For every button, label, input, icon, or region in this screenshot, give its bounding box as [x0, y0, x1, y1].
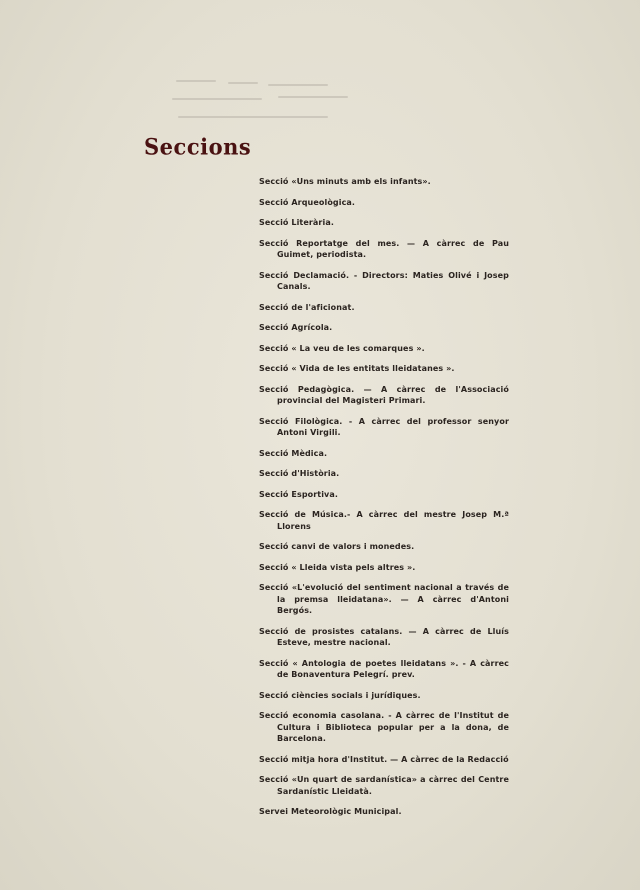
section-list [259, 176, 509, 827]
list-item: Secció Esportiva. [259, 489, 339, 499]
list-item: Secció « Lleida vista pels altres ». [259, 562, 416, 572]
list-item: Secció « La veu de les comarques ». [259, 343, 425, 353]
list-item: Secció canvi de valors i monedes. [259, 542, 415, 551]
list-item: Secció de l'aficionat. [259, 302, 355, 312]
list-item: Secció de Música.- A càrrec del mestre Josep M.ª Llorens [259, 510, 509, 531]
list-item: Secció mitja hora d'Institut. — A càrrec de la Redacció [259, 754, 509, 764]
list-item: Secció «Un quart de sardanística» a càrrec del Centre Sardanístic Lleidatà. [259, 775, 509, 796]
list-item: Secció de prosistes catalans. — A càrrec de Lluís Esteve, mestre nacional. [259, 626, 509, 647]
page-title: Seccions [144, 133, 252, 160]
list-item: Secció Declamació. - Directors: Maties Olivé i Josep Canals. [259, 270, 509, 291]
list-item: Secció Pedagògica. — A càrrec de l'Associació provincial del Magisteri Primari. [259, 384, 509, 405]
list-item: Secció « Antologia de poetes lleidatans ». - A càrrec de Bonaventura Pelegrí. prev. [259, 658, 509, 679]
list-item: Secció economia casolana. - A càrrec de l'Institut de Cultura i Biblioteca popular per a la dona, de Barcelona. [259, 711, 509, 743]
list-item: Secció ciències socials i jurídiques. [259, 690, 421, 700]
show-through-text [168, 78, 428, 128]
list-item: Servei Meteorològic Municipal. [259, 807, 402, 816]
list-item: Secció Literària. [259, 218, 334, 227]
list-item: Secció «L'evolució del sentiment nacional a través de la premsa lleidatana». — A càrrec d'Antoni Bergós. [259, 583, 509, 615]
list-item: Secció Filològica. - A càrrec del professor senyor Antoni Virgili. [259, 416, 509, 437]
list-item: Secció Reportatge del mes. — A càrrec de Pau Guimet, periodista. [259, 238, 509, 259]
list-item: Secció d'Història. [259, 469, 340, 478]
list-item: Secció Mèdica. [259, 448, 328, 458]
list-item: Secció « Vida de les entitats lleidatanes ». [259, 364, 455, 373]
list-item: Secció Agrícola. [259, 323, 333, 332]
list-item: Secció Arqueològica. [259, 197, 356, 207]
list-item: Secció «Uns minuts amb els infants». [259, 177, 431, 186]
